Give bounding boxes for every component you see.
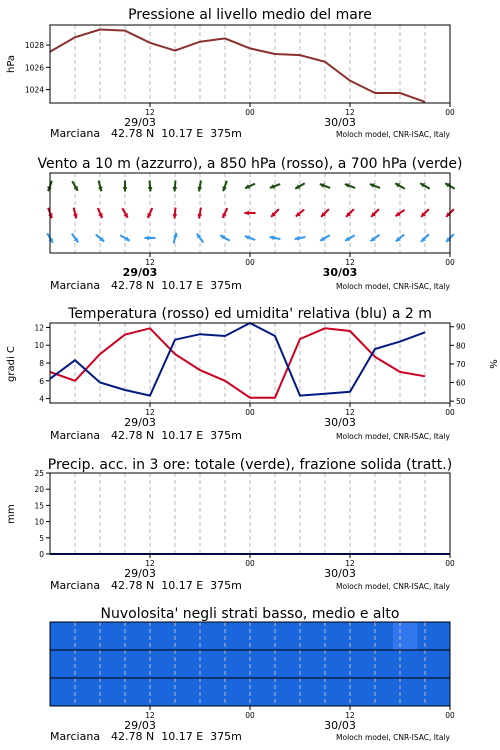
wind-arrow-head — [245, 211, 249, 216]
cloud-cell — [74, 678, 83, 706]
cloud-cell — [352, 678, 361, 706]
wind-arrow — [173, 208, 178, 219]
cloud-cell — [230, 650, 239, 678]
cloud-cell — [303, 650, 312, 678]
cloud-cell — [262, 650, 271, 678]
precip-panel — [6, 457, 455, 592]
wind-arrow — [96, 234, 104, 241]
cloud-cell — [140, 678, 149, 706]
cloud-cell — [66, 678, 75, 706]
cloud-cell — [164, 678, 173, 706]
location-name: Marciana — [50, 730, 101, 743]
cloud-cell — [401, 678, 410, 706]
cloud-cell — [107, 622, 116, 650]
cloud-cell — [238, 650, 247, 678]
cloud-cell — [426, 650, 435, 678]
cloud-cell — [148, 678, 157, 706]
cloud-cell — [164, 650, 173, 678]
cloud-cell — [426, 678, 435, 706]
x-tick-label: 12 — [345, 258, 355, 267]
x-tick-label: 00 — [245, 108, 255, 117]
temperature-ylabel: gradi C — [6, 346, 17, 382]
x-tick-label: 00 — [445, 108, 455, 117]
cloud-cell — [368, 678, 377, 706]
model-credit: Moloch model, CNR-ISAC, Italy — [336, 130, 450, 139]
cloud-cell — [148, 650, 157, 678]
x-tick-label: 00 — [245, 408, 255, 417]
cloud-cell — [303, 622, 312, 650]
cloud-cell — [385, 678, 394, 706]
cloud-cell — [205, 678, 214, 706]
cloud-cell — [115, 678, 124, 706]
location-name: Marciana — [50, 279, 101, 292]
y-tick-label: 12 — [34, 323, 44, 333]
cloud-cell — [230, 622, 239, 650]
date-label: 29/03 — [124, 416, 156, 429]
x-tick-label: 00 — [245, 258, 255, 267]
cloud-cell — [377, 678, 386, 706]
cloud-cell — [409, 650, 418, 678]
cloud-cell — [360, 650, 369, 678]
cloud-cell — [115, 650, 124, 678]
cloud-cell — [287, 678, 296, 706]
cloud-cell — [189, 650, 198, 678]
cloud-cell — [295, 678, 304, 706]
precip-footer — [50, 579, 451, 592]
cloud-cell — [311, 650, 320, 678]
cloud-cell — [205, 622, 214, 650]
cloud-cell — [197, 678, 206, 706]
cloud-cell — [434, 650, 443, 678]
wind-arrow — [197, 181, 202, 192]
wind-arrow — [197, 233, 203, 242]
cloud-cell — [50, 622, 59, 650]
y-tick-label: 1024 — [24, 85, 44, 95]
cloud-cell — [213, 650, 222, 678]
cloud-cell — [164, 622, 173, 650]
cloud-cell — [91, 650, 100, 678]
wind-arrow-head — [173, 214, 178, 219]
cloud-cell — [295, 622, 304, 650]
cloud-cell — [262, 622, 271, 650]
humidity-line — [50, 323, 425, 396]
pressure-ylabel: hPa — [6, 54, 17, 74]
location-coords: 42.78 N 10.17 E 375m — [111, 429, 242, 442]
cloud-cell — [254, 622, 263, 650]
cloud-cell — [254, 678, 263, 706]
cloud-cell — [254, 650, 263, 678]
cloud-cell — [434, 622, 443, 650]
wind-arrow — [197, 208, 202, 219]
cloud-cell — [140, 650, 149, 678]
cloud-cell — [74, 622, 83, 650]
wind-arrow-head — [123, 187, 128, 191]
pressure-panel — [6, 7, 455, 140]
date-label: 29/03 — [124, 719, 156, 732]
cloud-cell — [262, 678, 271, 706]
y-tick-label: 1028 — [24, 41, 44, 51]
cloud-cell — [344, 678, 353, 706]
cloud-cell — [58, 678, 67, 706]
cloud-cell — [91, 622, 100, 650]
cloud-cell — [434, 678, 443, 706]
cloud-cell — [213, 622, 222, 650]
cloud-cell — [360, 678, 369, 706]
cloud-cell — [83, 622, 92, 650]
cloud-cell — [319, 622, 328, 650]
cloud-cell — [140, 622, 149, 650]
y-tick-label: 25 — [34, 469, 44, 478]
cloud-cell — [132, 650, 141, 678]
cloud-cell — [189, 678, 198, 706]
wind-arrow — [72, 233, 78, 242]
precip-plot-frame — [50, 473, 450, 554]
cloud-cell — [368, 650, 377, 678]
cloud-cell — [385, 622, 394, 650]
x-tick-label: 12 — [345, 108, 355, 117]
cloud-cell — [181, 622, 190, 650]
cloud-cell — [66, 650, 75, 678]
x-tick-label: 12 — [145, 559, 155, 568]
model-credit: Moloch model, CNR-ISAC, Italy — [336, 733, 450, 742]
cloud-cell — [442, 622, 451, 650]
cloud-cell — [344, 622, 353, 650]
cloud-cell — [279, 622, 288, 650]
cloud-cell — [238, 678, 247, 706]
wind-title: Vento a 10 m (azzurro), a 850 hPa (rosso), a 700 hPa (verde) — [37, 156, 463, 172]
model-credit: Moloch model, CNR-ISAC, Italy — [336, 282, 450, 291]
cloud-cell — [401, 622, 410, 650]
model-credit: Moloch model, CNR-ISAC, Italy — [336, 432, 450, 441]
cloud-cell — [409, 678, 418, 706]
location-name: Marciana — [50, 127, 101, 140]
cloud-cell — [360, 622, 369, 650]
wind-arrow — [370, 235, 379, 241]
cloud-cell — [409, 622, 418, 650]
temperature-plot-frame — [50, 323, 450, 403]
wind-panel — [37, 156, 462, 292]
cloud-cell — [336, 622, 345, 650]
cloud-cell — [181, 678, 190, 706]
cloud-cell — [221, 622, 230, 650]
location-name: Marciana — [50, 579, 101, 592]
x-tick-label: 12 — [145, 408, 155, 417]
wind-arrow — [148, 181, 153, 192]
x-tick-label: 00 — [445, 258, 455, 267]
x-tick-label: 00 — [245, 711, 255, 720]
wind-arrow-head — [148, 187, 153, 192]
cloud-cell — [295, 650, 304, 678]
cloud-cell — [107, 678, 116, 706]
cloud-cell — [83, 650, 92, 678]
cloud-cell — [328, 678, 337, 706]
cloud-cell — [287, 622, 296, 650]
wind-footer — [50, 279, 451, 292]
x-tick-label: 12 — [145, 711, 155, 720]
cloud-cell — [197, 622, 206, 650]
cloud-cell — [401, 650, 410, 678]
cloud-cell — [132, 678, 141, 706]
date-label: 30/03 — [322, 266, 358, 279]
cloud-cell — [58, 650, 67, 678]
cloud-cell — [115, 622, 124, 650]
pressure-footer — [50, 127, 451, 140]
cloud-cell — [148, 622, 157, 650]
y-tick-label: 90 — [456, 322, 466, 332]
date-label: 30/03 — [324, 416, 356, 429]
cloud-cell — [132, 622, 141, 650]
temperature-footer — [50, 429, 451, 442]
cloud-cell — [221, 650, 230, 678]
cloud-cell — [172, 650, 181, 678]
cloud-cell — [279, 650, 288, 678]
cloud-cell — [58, 622, 67, 650]
cloud-cell — [287, 650, 296, 678]
cloud-cell — [213, 678, 222, 706]
cloud-cell — [197, 650, 206, 678]
y-tick-label: 10 — [34, 517, 44, 527]
wind-arrow — [173, 233, 178, 244]
x-tick-label: 12 — [145, 108, 155, 117]
y-tick-label: 4 — [39, 394, 44, 404]
cloud-cell — [181, 650, 190, 678]
cloud-cell — [328, 622, 337, 650]
cloud-cell — [336, 650, 345, 678]
cloud-cell — [66, 622, 75, 650]
date-label: 29/03 — [124, 567, 156, 580]
location-name: Marciana — [50, 429, 101, 442]
cloud-cell — [311, 622, 320, 650]
cloud-cell — [50, 650, 59, 678]
y-tick-label: 80 — [456, 341, 466, 351]
pressure-title: Pressione al livello medio del mare — [128, 7, 372, 23]
y-tick-label: 10 — [34, 341, 44, 351]
cloud-cell — [205, 650, 214, 678]
cloud-title: Nuvolosita' negli strati basso, medio e alto — [100, 606, 400, 622]
location-coords: 42.78 N 10.17 E 375m — [111, 127, 242, 140]
cloud-cell — [336, 678, 345, 706]
date-label: 30/03 — [324, 116, 356, 129]
cloud-cell — [319, 678, 328, 706]
x-tick-label: 00 — [245, 559, 255, 568]
cloud-cell — [426, 622, 435, 650]
date-label: 29/03 — [124, 116, 156, 129]
location-coords: 42.78 N 10.17 E 375m — [111, 279, 242, 292]
cloud-cell — [442, 678, 451, 706]
cloud-cell — [377, 650, 386, 678]
temperature-title: Temperatura (rosso) ed umidita' relativa (blu) a 2 m — [68, 306, 432, 322]
wind-arrow — [396, 234, 404, 241]
wind-arrow — [173, 181, 178, 192]
cloud-cell — [91, 678, 100, 706]
y-tick-label: 70 — [456, 359, 466, 369]
temperature-panel — [6, 306, 498, 442]
humidity-ylabel: % — [487, 359, 498, 369]
y-tick-label: 20 — [34, 485, 44, 495]
x-tick-label: 12 — [345, 408, 355, 417]
date-label: 30/03 — [324, 567, 356, 580]
y-tick-label: 6 — [39, 376, 44, 386]
cloud-cell — [442, 650, 451, 678]
cloud-cell — [377, 622, 386, 650]
cloud-cell — [303, 678, 312, 706]
cloud-cell — [107, 650, 116, 678]
cloud-footer — [50, 730, 451, 743]
x-tick-label: 12 — [345, 559, 355, 568]
y-tick-label: 1026 — [24, 63, 44, 73]
wind-arrow — [123, 181, 128, 192]
cloud-cell — [279, 678, 288, 706]
cloud-cell — [319, 650, 328, 678]
wind-arrow-head — [145, 236, 149, 241]
cloud-cell — [156, 650, 165, 678]
cloud-cell — [352, 622, 361, 650]
cloud-cell — [344, 650, 353, 678]
pressure-line — [50, 30, 425, 102]
wind-arrow — [421, 234, 429, 242]
x-tick-label: 00 — [445, 559, 455, 568]
y-tick-label: 50 — [456, 397, 466, 407]
x-tick-label: 12 — [345, 711, 355, 720]
cloud-cell — [352, 650, 361, 678]
cloud-cell — [189, 622, 198, 650]
cloud-cell — [172, 678, 181, 706]
date-label: 29/03 — [122, 266, 158, 279]
cloud-cell — [156, 678, 165, 706]
cloud-cell — [311, 678, 320, 706]
model-credit: Moloch model, CNR-ISAC, Italy — [336, 582, 450, 591]
precip-title: Precip. acc. in 3 ore: totale (verde), frazione solida (tratt.) — [47, 457, 453, 473]
y-tick-label: 60 — [456, 378, 466, 388]
precip-ylabel: mm — [6, 504, 17, 524]
cloud-cell — [368, 622, 377, 650]
x-tick-label: 00 — [445, 408, 455, 417]
x-tick-label: 12 — [145, 258, 155, 267]
x-tick-label: 00 — [445, 711, 455, 720]
location-coords: 42.78 N 10.17 E 375m — [111, 579, 242, 592]
y-tick-label: 8 — [39, 359, 44, 368]
cloud-cell — [50, 678, 59, 706]
wind-arrow-head — [173, 187, 178, 192]
y-tick-label: 15 — [34, 501, 44, 511]
cloud-cell — [385, 650, 394, 678]
y-tick-label: 0 — [39, 550, 44, 559]
cloud-cell — [238, 622, 247, 650]
cloud-cell — [74, 650, 83, 678]
temperature-line — [50, 328, 425, 397]
cloud-cell — [230, 678, 239, 706]
cloud-panel — [50, 606, 455, 743]
date-label: 30/03 — [324, 719, 356, 732]
location-coords: 42.78 N 10.17 E 375m — [111, 730, 242, 743]
y-tick-label: 5 — [39, 533, 44, 543]
cloud-cell — [328, 650, 337, 678]
cloud-cell — [83, 678, 92, 706]
cloud-cell — [221, 678, 230, 706]
cloud-cell — [172, 622, 181, 650]
cloud-cell — [156, 622, 165, 650]
